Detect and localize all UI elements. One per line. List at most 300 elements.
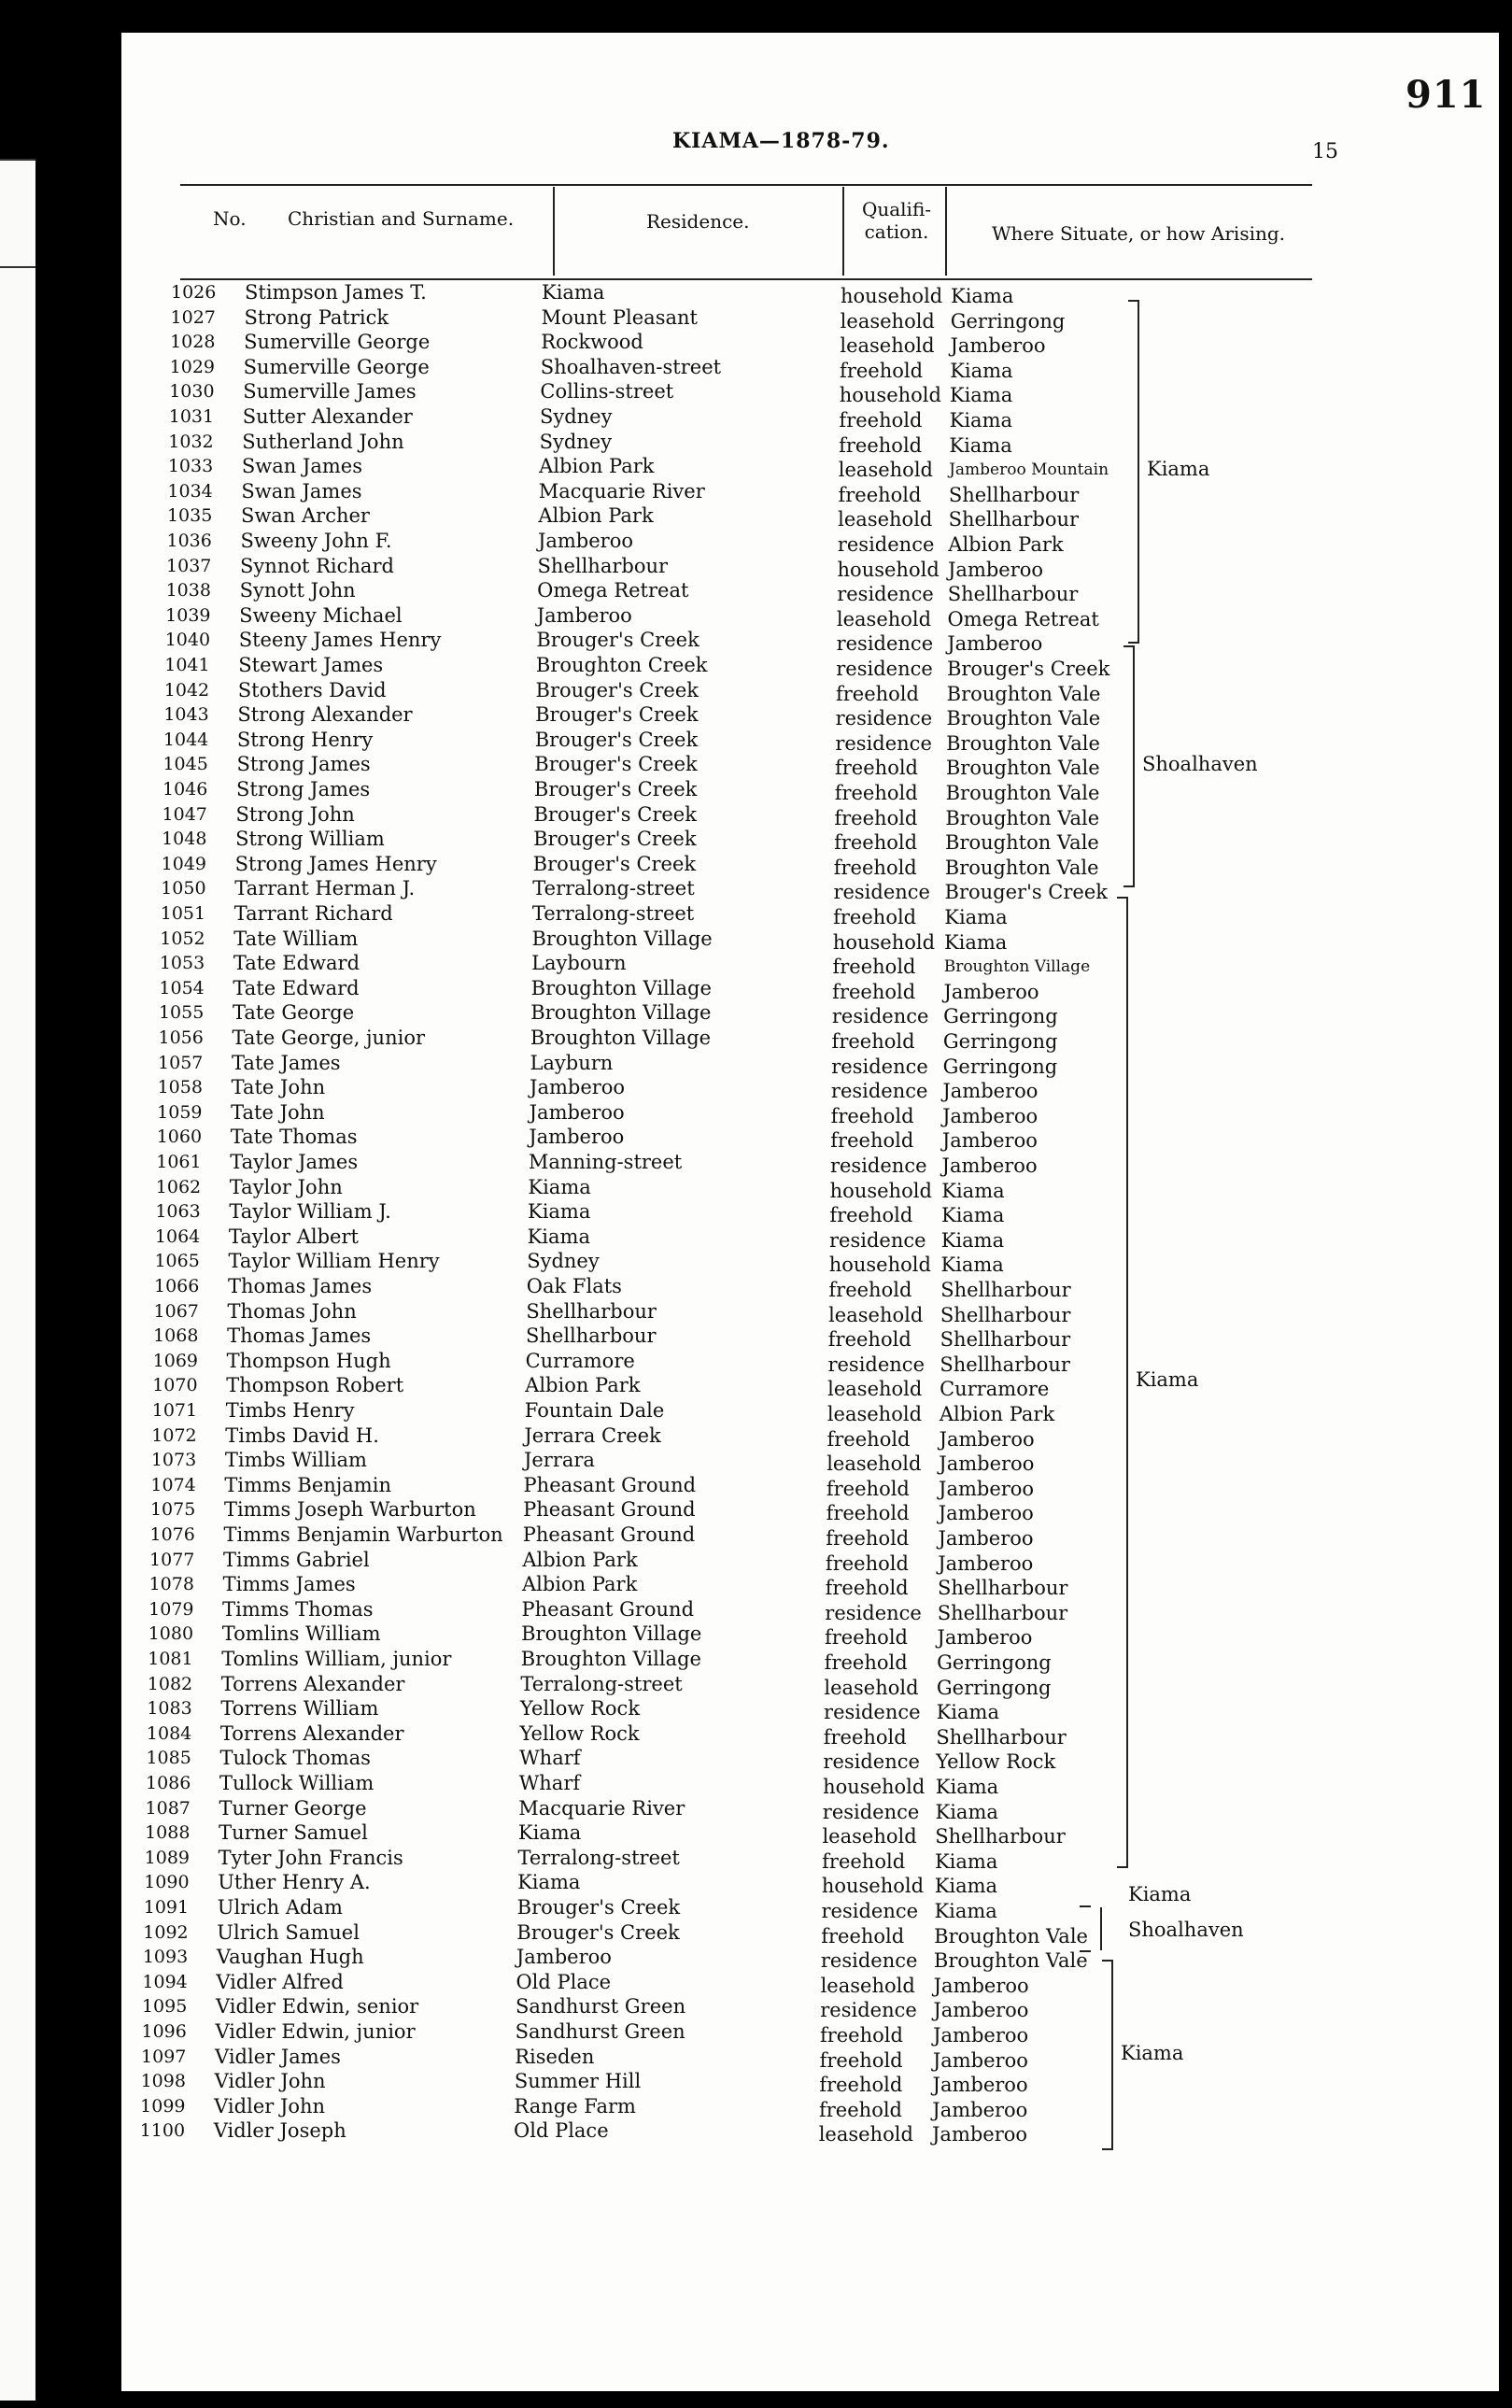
entry-residence: Kiama bbox=[517, 1871, 581, 1894]
entry-where: Jamberoo bbox=[938, 1527, 1034, 1550]
entry-qualification: leasehold bbox=[840, 309, 935, 333]
entry-residence: Jerrara bbox=[523, 1449, 595, 1472]
entry-name: Ulrich Samuel bbox=[217, 1920, 360, 1944]
entry-where: Jamberoo bbox=[932, 2123, 1028, 2146]
entry-where: Jamberoo bbox=[939, 1427, 1035, 1451]
entry-where: Jamberoo Mountain bbox=[949, 460, 1109, 480]
entry-number: 1052 bbox=[160, 928, 205, 949]
entry-where: Shellharbour bbox=[948, 508, 1080, 531]
entry-where: Broughton Vale bbox=[945, 831, 1099, 855]
entry-residence: Macquarie River bbox=[518, 1796, 685, 1820]
entry-name: Timms Gabriel bbox=[223, 1548, 370, 1571]
entry-qualification: freehold bbox=[819, 2074, 903, 2097]
entry-qualification: freehold bbox=[826, 1502, 910, 1525]
entry-number: 1067 bbox=[153, 1300, 199, 1322]
entry-number: 1100 bbox=[139, 2120, 186, 2142]
entry-where: Gerringong bbox=[937, 1651, 1052, 1674]
entry-name: Strong James Henry bbox=[234, 852, 437, 875]
entry-residence: Jamberoo bbox=[529, 1126, 625, 1149]
entry-residence: Brouger's Creek bbox=[516, 1896, 681, 1919]
entry-residence: Terralong-street bbox=[520, 1672, 683, 1695]
entry-where: Jamberoo bbox=[941, 1129, 1038, 1153]
entry-name: Vidler Edwin, junior bbox=[215, 2020, 416, 2043]
entry-number: 1044 bbox=[163, 729, 209, 750]
entry-residence: Jamberoo bbox=[537, 530, 633, 552]
entry-residence: Albion Park bbox=[525, 1374, 641, 1397]
entry-number: 1061 bbox=[156, 1152, 202, 1172]
entry-qualification: freehold bbox=[829, 1204, 913, 1227]
entry-name: Tate John bbox=[231, 1076, 326, 1099]
entry-name: Steeny James Henry bbox=[238, 629, 442, 652]
page-number: 911 bbox=[1406, 73, 1487, 117]
entry-number: 1082 bbox=[147, 1673, 193, 1694]
entry-name: Torrens Alexander bbox=[219, 1721, 404, 1745]
entry-residence: Brouger's Creek bbox=[516, 1920, 680, 1944]
entry-name: Vidler Edwin, senior bbox=[215, 1995, 419, 2018]
entry-residence: Kiama bbox=[527, 1225, 590, 1248]
entry-qualification: residence bbox=[831, 1055, 928, 1078]
entry-where: Jamberoo bbox=[939, 1452, 1035, 1476]
entry-where: Jamberoo bbox=[937, 1626, 1033, 1650]
entry-residence: Sandhurst Green bbox=[515, 2020, 685, 2043]
entry-qualification: freehold bbox=[819, 2048, 903, 2072]
entry-number: 1053 bbox=[159, 953, 205, 974]
entry-where: Shellharbour bbox=[940, 1303, 1071, 1326]
entry-residence: Yellow Rock bbox=[519, 1697, 641, 1721]
entry-residence: Wharf bbox=[519, 1747, 581, 1770]
entry-name: Strong Henry bbox=[236, 728, 374, 751]
entry-number: 1084 bbox=[146, 1722, 192, 1744]
entry-where: Kiama bbox=[949, 409, 1012, 432]
entry-qualification: household bbox=[837, 558, 940, 581]
entry-where: Kiama bbox=[935, 1800, 998, 1823]
entry-name: Timms Thomas bbox=[222, 1597, 374, 1621]
entry-where: Jamberoo bbox=[948, 558, 1044, 581]
entry-name: Thomas John bbox=[227, 1299, 357, 1323]
entry-qualification: freehold bbox=[835, 682, 919, 705]
column-divider bbox=[842, 187, 844, 276]
entry-where: Kiama bbox=[941, 1204, 1005, 1227]
entry-name: Tarrant Richard bbox=[233, 902, 393, 925]
entry-name: Timbs Henry bbox=[225, 1399, 355, 1422]
entry-residence: Brouger's Creek bbox=[534, 728, 699, 751]
entry-residence: Pheasant Ground bbox=[523, 1498, 696, 1522]
entry-where: Kiama bbox=[935, 1776, 999, 1798]
column-divider bbox=[945, 187, 947, 276]
entry-residence: Kiama bbox=[542, 281, 605, 304]
entry-number: 1036 bbox=[166, 531, 212, 551]
entry-number: 1057 bbox=[158, 1052, 204, 1073]
entry-residence: Kiama bbox=[528, 1175, 591, 1198]
entry-name: Vaughan Hugh bbox=[216, 1946, 364, 1969]
entry-residence: Omega Retreat bbox=[537, 579, 689, 602]
entry-qualification: leasehold bbox=[822, 1825, 917, 1848]
entry-where: Jamberoo bbox=[942, 1104, 1039, 1127]
entry-where: Kiama bbox=[940, 1228, 1005, 1252]
header-rule-top bbox=[180, 184, 1312, 186]
entry-where: Jamberoo bbox=[938, 1551, 1034, 1575]
entry-residence: Broughton Creek bbox=[535, 654, 708, 676]
entry-name: Sutter Alexander bbox=[242, 405, 413, 428]
entry-name: Tate George bbox=[232, 1001, 355, 1025]
entry-where: Shellharbour bbox=[936, 1725, 1067, 1749]
entry-residence: Rockwood bbox=[541, 331, 643, 354]
entry-name: Taylor William J. bbox=[229, 1200, 391, 1224]
entry-residence: Brouger's Creek bbox=[534, 753, 698, 776]
entry-residence: Broughton Village bbox=[530, 976, 712, 999]
entry-qualification: residence bbox=[837, 583, 934, 606]
entry-qualification: residence bbox=[823, 1750, 920, 1774]
entry-name: Thomas James bbox=[228, 1275, 373, 1297]
entry-number: 1063 bbox=[155, 1201, 201, 1223]
group-brace bbox=[1091, 1907, 1102, 1950]
page-title: KIAMA—1878-79. bbox=[672, 129, 890, 153]
entry-qualification: leasehold bbox=[827, 1378, 923, 1401]
entry-number: 1098 bbox=[140, 2071, 186, 2092]
entry-number: 1081 bbox=[148, 1649, 193, 1669]
entry-residence: Shellharbour bbox=[525, 1324, 657, 1348]
entry-number: 1069 bbox=[152, 1350, 198, 1371]
entry-residence: Pheasant Ground bbox=[523, 1473, 697, 1496]
entry-where: Gerringong bbox=[942, 1030, 1058, 1053]
entry-qualification: residence bbox=[836, 632, 934, 656]
entry-residence: Broughton Village bbox=[520, 1648, 701, 1670]
entry-residence: Broughton Village bbox=[530, 1027, 712, 1049]
entry-qualification: freehold bbox=[833, 856, 917, 879]
entry-residence: Fountain Dale bbox=[524, 1399, 665, 1422]
brace-label: Kiama bbox=[1121, 2042, 1184, 2064]
entry-number: 1028 bbox=[170, 332, 216, 353]
entry-number: 1088 bbox=[145, 1822, 191, 1844]
entry-number: 1089 bbox=[144, 1847, 190, 1868]
entry-number: 1085 bbox=[146, 1748, 191, 1769]
entry-where: Kiama bbox=[934, 1900, 997, 1922]
entry-name: Strong Patrick bbox=[244, 305, 389, 329]
entry-number: 1095 bbox=[141, 1996, 188, 2018]
entry-number: 1040 bbox=[164, 630, 211, 651]
entry-where: Kiama bbox=[950, 359, 1013, 382]
entry-name: Sumerville James bbox=[243, 380, 417, 404]
stub-rule bbox=[0, 266, 35, 268]
entry-residence: Yellow Rock bbox=[519, 1721, 640, 1745]
header-where: Where Situate, or how Arising. bbox=[992, 222, 1286, 245]
entry-where: Kiama bbox=[941, 1179, 1005, 1202]
entry-residence: Brouger's Creek bbox=[535, 703, 699, 727]
entry-number: 1093 bbox=[142, 1947, 189, 1968]
entry-number: 1073 bbox=[150, 1450, 197, 1471]
entry-residence: Layburn bbox=[530, 1051, 614, 1074]
entry-qualification: leasehold bbox=[827, 1452, 922, 1476]
entry-qualification: household bbox=[839, 384, 941, 407]
entry-number: 1062 bbox=[155, 1176, 202, 1197]
entry-where: Jamberoo bbox=[932, 2074, 1028, 2097]
entry-qualification: residence bbox=[825, 1601, 922, 1624]
entry-residence: Albion Park bbox=[522, 1548, 638, 1571]
entry-name: Timbs David H. bbox=[225, 1424, 379, 1447]
entry-name: Tarrant Herman J. bbox=[234, 877, 416, 900]
entry-number: 1027 bbox=[170, 306, 216, 328]
entry-number: 1065 bbox=[154, 1251, 200, 1272]
entry-residence: Pheasant Ground bbox=[522, 1523, 696, 1546]
entry-number: 1078 bbox=[148, 1574, 194, 1595]
entry-qualification: freehold bbox=[819, 2098, 902, 2121]
entry-qualification: freehold bbox=[830, 1104, 914, 1127]
entry-where: Broughton Vale bbox=[946, 682, 1101, 705]
entry-name: Tate James bbox=[232, 1051, 341, 1074]
entry-qualification: freehold bbox=[835, 757, 918, 780]
entry-name: Tate Edward bbox=[233, 976, 360, 999]
entry-residence: Jamberoo bbox=[536, 603, 632, 627]
entry-number: 1091 bbox=[143, 1897, 190, 1918]
entry-where: Omega Retreat bbox=[947, 607, 1099, 630]
entry-number: 1074 bbox=[150, 1474, 196, 1495]
entry-where: Jamberoo bbox=[933, 2024, 1029, 2047]
entry-where: Gerringong bbox=[943, 1005, 1058, 1028]
entry-residence: Brouger's Creek bbox=[533, 828, 697, 851]
entry-residence: Shellharbour bbox=[526, 1299, 657, 1323]
entry-qualification: residence bbox=[836, 658, 933, 680]
entry-number: 1051 bbox=[160, 903, 206, 924]
entry-where: Jamberoo bbox=[947, 632, 1043, 656]
stub-rule bbox=[0, 159, 35, 161]
brace-label: Shoalhaven bbox=[1128, 1919, 1244, 1941]
entry-qualification: household bbox=[821, 1875, 925, 1898]
brace-label: Shoalhaven bbox=[1142, 753, 1258, 775]
entry-where: Kiama bbox=[934, 1849, 998, 1873]
entry-qualification: freehold bbox=[833, 906, 917, 928]
entry-qualification: residence bbox=[835, 731, 932, 755]
entry-where: Broughton Vale bbox=[945, 757, 1100, 780]
entry-qualification: freehold bbox=[826, 1477, 910, 1500]
entry-residence: Oak Flats bbox=[526, 1275, 622, 1297]
entry-where: Gerringong bbox=[936, 1676, 1052, 1699]
entry-name: Thomas James bbox=[227, 1324, 372, 1348]
entry-residence: Broughton Village bbox=[521, 1622, 702, 1646]
header-qualification: Qualifi-cation. bbox=[861, 198, 932, 243]
entry-residence: Kiama bbox=[528, 1200, 591, 1224]
entry-where: Jamberoo bbox=[938, 1502, 1034, 1525]
entry-number: 1071 bbox=[151, 1400, 198, 1421]
entry-name: Vidler Joseph bbox=[213, 2119, 346, 2143]
entry-number: 1058 bbox=[157, 1077, 203, 1098]
entry-qualification: household bbox=[823, 1776, 926, 1798]
entry-qualification: freehold bbox=[824, 1626, 908, 1650]
entry-name: Swan James bbox=[241, 455, 362, 478]
entry-name: Stimpson James T. bbox=[245, 281, 427, 304]
entry-number: 1030 bbox=[169, 381, 215, 403]
entry-qualification: residence bbox=[820, 1999, 917, 2022]
entry-where: Kiama bbox=[949, 384, 1013, 407]
entry-name: Tomlins William bbox=[221, 1622, 381, 1646]
entry-number: 1096 bbox=[141, 2021, 187, 2042]
entry-name: Tate Edward bbox=[233, 952, 360, 975]
entry-number: 1068 bbox=[153, 1325, 199, 1347]
entry-number: 1045 bbox=[163, 754, 208, 775]
entry-number: 1076 bbox=[149, 1524, 195, 1545]
entry-name: Vidler John bbox=[214, 2094, 326, 2118]
entry-qualification: household bbox=[829, 1179, 932, 1202]
entry-where: Broughton Vale bbox=[946, 731, 1100, 755]
entry-residence: Summer Hill bbox=[514, 2070, 642, 2093]
entry-name: Thompson Hugh bbox=[226, 1349, 391, 1372]
entry-residence: Brouger's Creek bbox=[532, 852, 697, 875]
entry-where: Jamberoo bbox=[932, 2048, 1028, 2072]
entry-residence: Jamberoo bbox=[529, 1100, 625, 1124]
entry-name: Vidler James bbox=[215, 2045, 341, 2068]
entry-name: Tomlins William, junior bbox=[221, 1648, 452, 1670]
entry-name: Tate George, junior bbox=[232, 1027, 426, 1049]
entry-where: Shellharbour bbox=[940, 1353, 1070, 1376]
entry-where: Brouger's Creek bbox=[944, 881, 1108, 904]
brace-label: Kiama bbox=[1128, 1883, 1192, 1905]
entry-number: 1070 bbox=[152, 1375, 198, 1396]
entry-residence: Collins-street bbox=[540, 380, 674, 404]
entry-qualification: leasehold bbox=[828, 1303, 924, 1326]
folio-number: 15 bbox=[1312, 140, 1338, 163]
entry-name: Sumerville George bbox=[244, 331, 431, 354]
entry-where: Jamberoo bbox=[932, 2098, 1028, 2121]
entry-number: 1037 bbox=[166, 555, 212, 576]
entry-residence: Sydney bbox=[539, 430, 613, 453]
entry-number: 1075 bbox=[149, 1499, 196, 1521]
entry-qualification: household bbox=[841, 285, 943, 307]
entry-qualification: freehold bbox=[821, 1924, 905, 1948]
entry-qualification: residence bbox=[831, 1005, 929, 1028]
entry-qualification: freehold bbox=[823, 1725, 907, 1749]
entry-name: Uther Henry A. bbox=[218, 1871, 371, 1894]
entry-residence: Wharf bbox=[518, 1772, 581, 1794]
entry-where: Shellharbour bbox=[937, 1601, 1068, 1624]
entry-residence: Mount Pleasant bbox=[541, 305, 698, 329]
entry-number: 1087 bbox=[145, 1797, 191, 1819]
entry-qualification: freehold bbox=[822, 1849, 906, 1873]
entry-qualification: leasehold bbox=[840, 334, 935, 358]
entry-number: 1077 bbox=[149, 1549, 195, 1570]
entry-name: Stothers David bbox=[237, 678, 387, 701]
entry-residence: Manning-street bbox=[528, 1151, 683, 1173]
entry-where: Gerringong bbox=[942, 1055, 1058, 1078]
entry-qualification: residence bbox=[837, 533, 935, 556]
entry-where: Broughton Vale bbox=[934, 1924, 1088, 1948]
entry-name: Stewart James bbox=[238, 654, 384, 676]
brace-label: Kiama bbox=[1136, 1368, 1199, 1391]
entry-name: Taylor Albert bbox=[228, 1225, 359, 1248]
entry-where: Curramore bbox=[940, 1378, 1050, 1401]
entry-number: 1099 bbox=[140, 2095, 186, 2117]
entry-name: Sweeny Michael bbox=[239, 603, 403, 627]
entry-residence: Curramore bbox=[525, 1349, 635, 1372]
entry-name: Turner George bbox=[219, 1796, 367, 1820]
entry-qualification: freehold bbox=[825, 1551, 909, 1575]
entry-qualification: leasehold bbox=[820, 1974, 915, 1997]
entry-residence: Brouger's Creek bbox=[533, 802, 697, 826]
entry-qualification: residence bbox=[827, 1353, 925, 1376]
entry-name: Taylor William Henry bbox=[228, 1250, 440, 1273]
entry-number: 1055 bbox=[158, 1002, 205, 1024]
entry-number: 1038 bbox=[165, 580, 211, 602]
entry-residence: Jamberoo bbox=[516, 1946, 612, 1969]
entry-where: Kiama bbox=[951, 285, 1014, 307]
entry-residence: Shoalhaven-street bbox=[540, 355, 722, 378]
entry-number: 1056 bbox=[158, 1027, 204, 1048]
entry-name: Tullock William bbox=[219, 1772, 374, 1794]
entry-where: Kiama bbox=[940, 1254, 1004, 1277]
entry-name: Tyter John Francis bbox=[218, 1846, 403, 1869]
entry-number: 1048 bbox=[162, 829, 207, 850]
header-residence: Residence. bbox=[646, 210, 750, 233]
entry-name: Torrens Alexander bbox=[220, 1672, 405, 1695]
entry-qualification: freehold bbox=[827, 1427, 911, 1451]
entry-name: Strong James bbox=[236, 753, 371, 776]
entry-where: Shellharbour bbox=[940, 1328, 1071, 1352]
entry-name: Strong William bbox=[235, 828, 385, 851]
entry-residence: Broughton Village bbox=[530, 1001, 712, 1025]
entry-qualification: freehold bbox=[832, 956, 916, 979]
entry-number: 1079 bbox=[148, 1598, 194, 1620]
entry-residence: Albion Park bbox=[521, 1573, 638, 1596]
entry-where: Kiama bbox=[943, 930, 1008, 954]
entry-name: Sutherland John bbox=[242, 430, 404, 453]
entry-qualification: freehold bbox=[834, 806, 918, 829]
entry-name: Strong John bbox=[235, 802, 355, 826]
entry-number: 1092 bbox=[143, 1921, 189, 1943]
entry-name: Sweeny John F. bbox=[240, 530, 392, 552]
entry-where: Kiama bbox=[936, 1701, 999, 1724]
entry-number: 1034 bbox=[167, 480, 213, 502]
entry-number: 1072 bbox=[151, 1424, 197, 1446]
entry-qualification: leasehold bbox=[818, 2123, 913, 2146]
entry-qualification: freehold bbox=[838, 483, 922, 506]
entry-residence: Brouger's Creek bbox=[535, 678, 699, 701]
entry-qualification: freehold bbox=[839, 409, 923, 432]
entry-residence: Sydney bbox=[539, 405, 613, 428]
entry-number: 1083 bbox=[147, 1698, 192, 1720]
entry-where: Shellharbour bbox=[948, 483, 1080, 506]
entry-qualification: freehold bbox=[840, 359, 924, 382]
entry-number: 1047 bbox=[162, 803, 207, 825]
entry-residence: Laybourn bbox=[531, 952, 627, 975]
entry-qualification: residence bbox=[833, 881, 930, 904]
entry-where: Gerringong bbox=[950, 309, 1066, 333]
entry-qualification: freehold bbox=[826, 1527, 910, 1550]
entry-residence: Terralong-street bbox=[517, 1846, 680, 1869]
brace-label: Kiama bbox=[1147, 458, 1210, 480]
entry-number: 1026 bbox=[171, 282, 217, 303]
entry-residence: Brouger's Creek bbox=[536, 629, 699, 652]
column-divider bbox=[553, 187, 555, 276]
entry-residence: Sandhurst Green bbox=[516, 1995, 686, 2018]
entry-qualification: residence bbox=[821, 1900, 919, 1922]
entry-residence: Old Place bbox=[516, 1970, 612, 1993]
entry-residence: Kiama bbox=[517, 1821, 582, 1845]
entry-residence: Terralong-street bbox=[532, 877, 695, 900]
entry-residence: Jamberoo bbox=[530, 1076, 626, 1099]
entry-name: Timbs William bbox=[224, 1449, 367, 1472]
entry-name: Timms James bbox=[222, 1573, 356, 1596]
entry-number: 1043 bbox=[163, 704, 209, 726]
entry-residence: Terralong-street bbox=[531, 902, 695, 925]
entry-number: 1060 bbox=[156, 1126, 203, 1148]
entry-residence: Macquarie River bbox=[538, 479, 705, 503]
entry-qualification: freehold bbox=[819, 2024, 903, 2047]
entry-number: 1064 bbox=[154, 1225, 201, 1247]
entry-where: Kiama bbox=[949, 433, 1012, 457]
entry-where: Yellow Rock bbox=[936, 1750, 1056, 1774]
entry-where: Jamberoo bbox=[939, 1477, 1035, 1500]
entry-number: 1086 bbox=[146, 1773, 191, 1793]
entry-name: Synnot Richard bbox=[240, 554, 394, 577]
entry-qualification: household bbox=[832, 930, 936, 954]
